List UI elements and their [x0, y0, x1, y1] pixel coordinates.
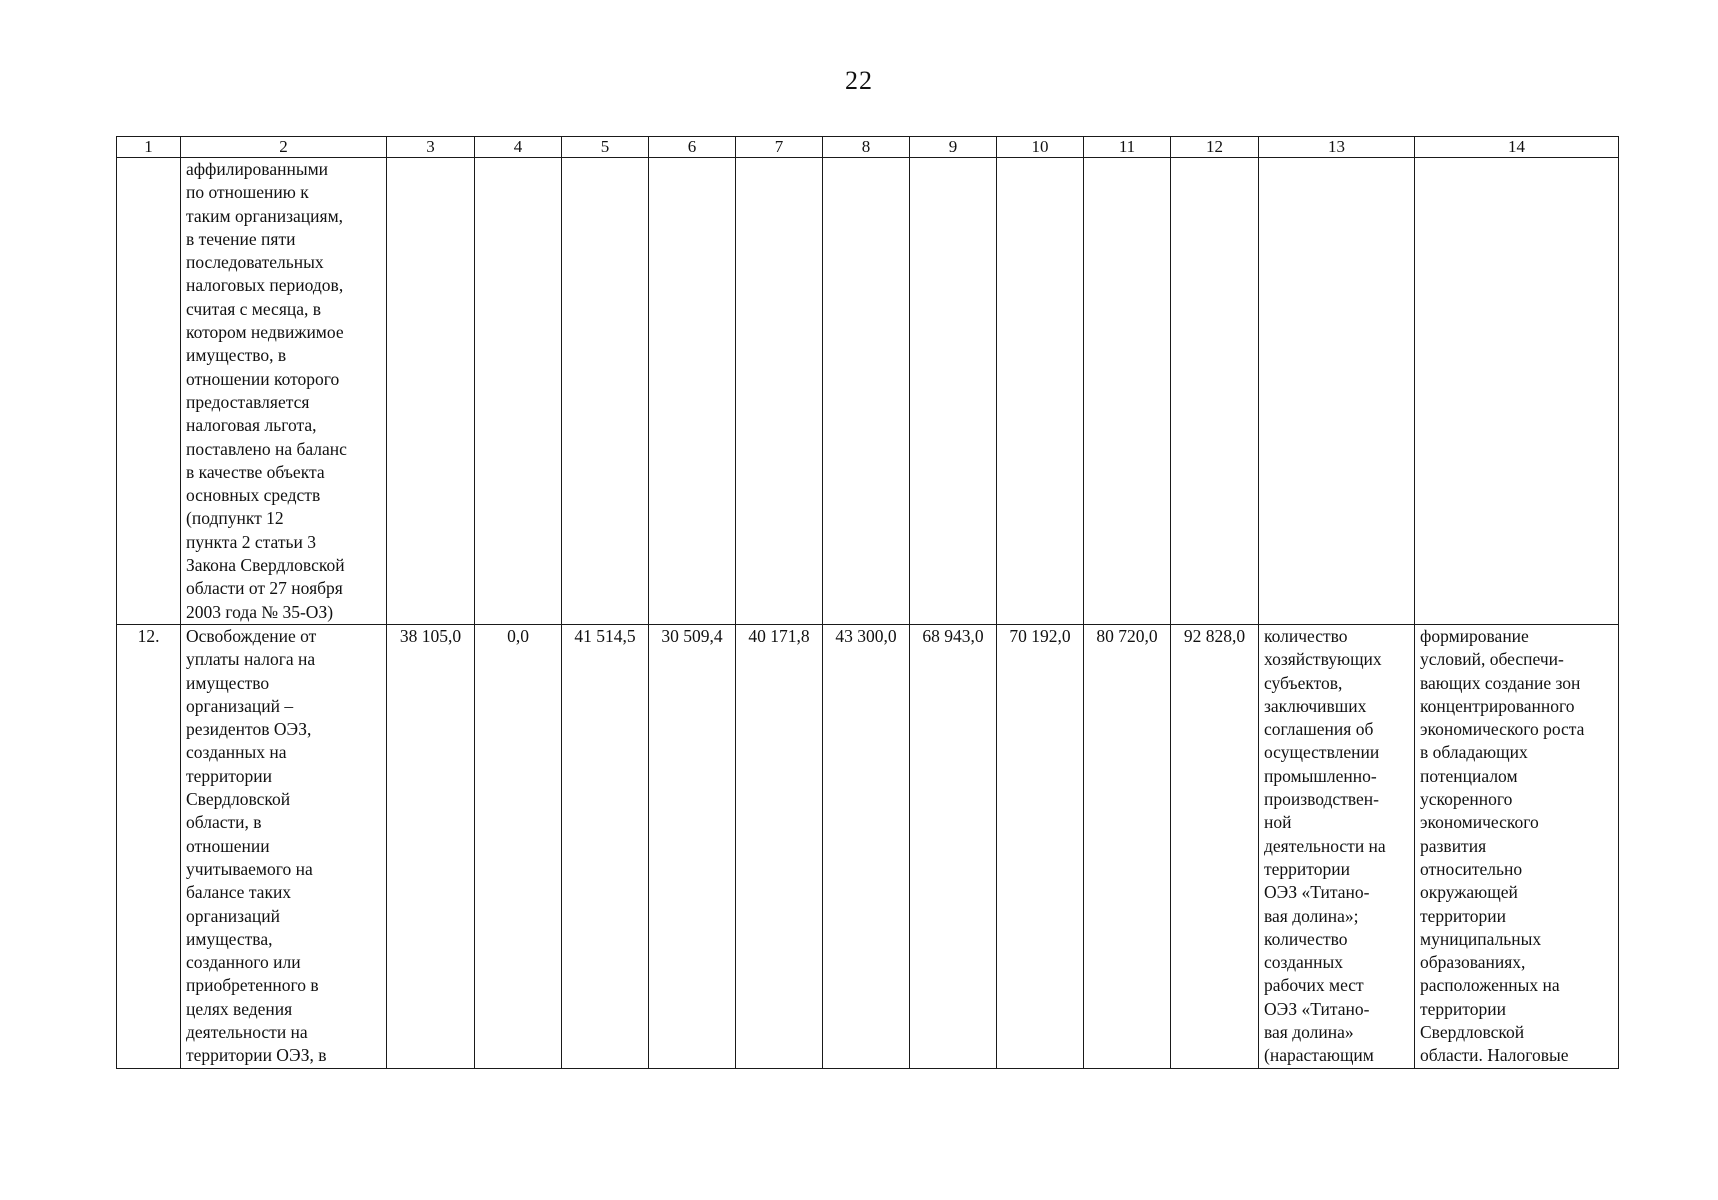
- benefit-description-cell: аффилированными по отношению к таким организациям, в течение пяти последовательных налоговых периодов, считая с месяца, в котором недвижимое имущество, в отношении которого предоставляется налоговая льгота, поставлено на баланс в качестве объекта основных средств (подпункт 12 пункта 2 статьи 3 Закона Свердловской области от 27 ноября 2003 года № 35-ОЗ): [181, 158, 387, 625]
- column-header: 3: [387, 137, 475, 158]
- column-header: 7: [736, 137, 823, 158]
- column-header: 8: [823, 137, 910, 158]
- value-cell: [823, 158, 910, 625]
- column-header: 11: [1084, 137, 1171, 158]
- indicator-cell: [1259, 158, 1415, 625]
- value-cell: [649, 158, 736, 625]
- value-cell: 41 514,5: [562, 625, 649, 1069]
- value-cell: 0,0: [475, 625, 562, 1069]
- column-header: 14: [1415, 137, 1619, 158]
- table-row: [117, 158, 1619, 625]
- benefit-description-cell: Освобождение от уплаты налога на имущество организаций – резидентов ОЭЗ, созданных на территории Свердловской области, в отношении учитываемого на балансе таких организаций имущества, созданного или приобретенного в целях ведения деятельности на территории ОЭЗ, в: [181, 625, 387, 1069]
- value-cell: 30 509,4: [649, 625, 736, 1069]
- column-header: 9: [910, 137, 997, 158]
- value-cell: 38 105,0: [387, 625, 475, 1069]
- value-cell: [562, 158, 649, 625]
- column-header: 1: [117, 137, 181, 158]
- value-cell: [475, 158, 562, 625]
- column-header: 2: [181, 137, 387, 158]
- goal-cell: [1415, 158, 1619, 625]
- expenditures-table: [116, 136, 1619, 1069]
- value-cell: [910, 158, 997, 625]
- value-cell: [1171, 158, 1259, 625]
- value-cell: [387, 158, 475, 625]
- value-cell: 43 300,0: [823, 625, 910, 1069]
- value-cell: 40 171,8: [736, 625, 823, 1069]
- column-header: 12: [1171, 137, 1259, 158]
- column-header: 4: [475, 137, 562, 158]
- column-header: 6: [649, 137, 736, 158]
- table-header-row: [117, 137, 1619, 158]
- value-cell: 80 720,0: [1084, 625, 1171, 1069]
- table-row: [117, 625, 1619, 1069]
- row-number-cell: [117, 158, 181, 625]
- value-cell: 92 828,0: [1171, 625, 1259, 1069]
- row-number-cell: 12.: [117, 625, 181, 1069]
- indicator-cell: количество хозяйствующих субъектов, заключивших соглашения об осуществлении промышленно- производствен- ной деятельности на территории ОЭЗ «Титано- вая долина»; количество созданных рабочих мест ОЭЗ «Титано- вая долина» (нарастающим: [1259, 625, 1415, 1069]
- value-cell: [997, 158, 1084, 625]
- column-header: 10: [997, 137, 1084, 158]
- value-cell: [736, 158, 823, 625]
- value-cell: [1084, 158, 1171, 625]
- value-cell: 68 943,0: [910, 625, 997, 1069]
- column-header: 5: [562, 137, 649, 158]
- value-cell: 70 192,0: [997, 625, 1084, 1069]
- page-number: 22: [845, 66, 873, 95]
- goal-cell: формирование условий, обеспечи- вающих создание зон концентрированного экономического роста в обладающих потенциалом ускоренного экономического развития относительно окружающей территории муниципальных образованиях, расположенных на территории Свердловской области. Налоговые: [1415, 625, 1619, 1069]
- column-header: 13: [1259, 137, 1415, 158]
